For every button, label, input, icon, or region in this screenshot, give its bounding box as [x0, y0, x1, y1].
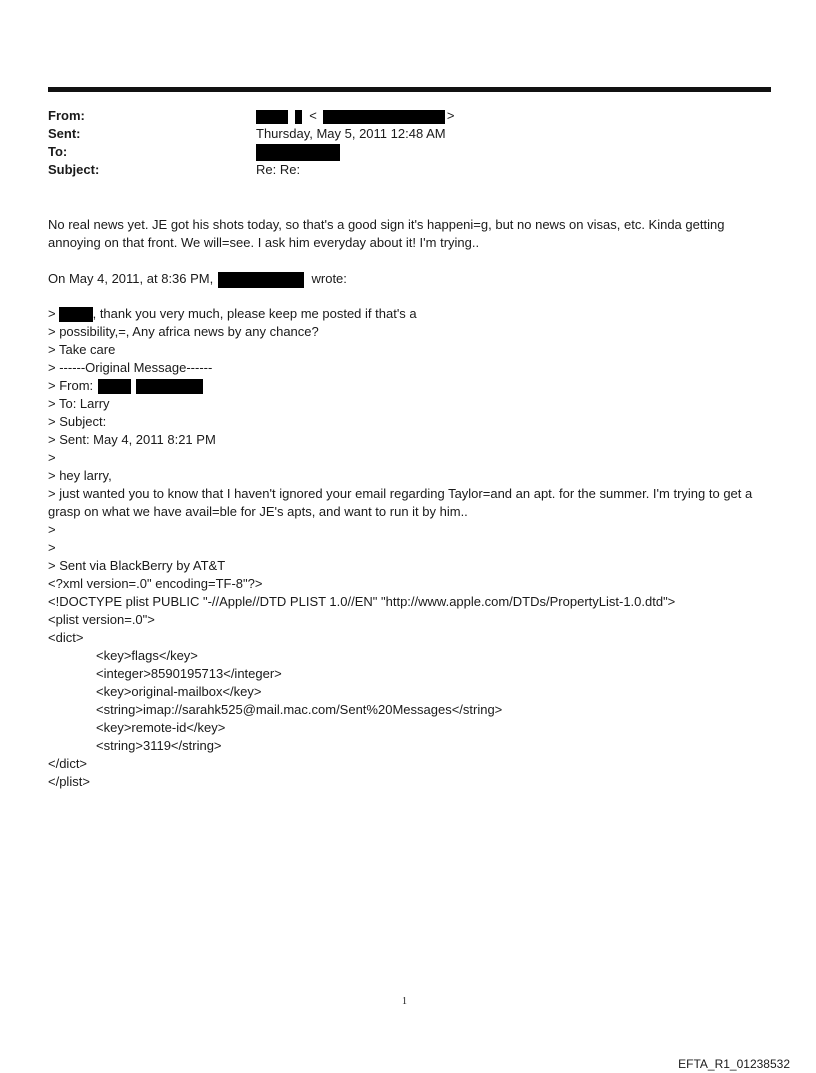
plist-line: <integer>8590195713</integer> — [96, 666, 282, 681]
document-id: EFTA_R1_01238532 — [678, 1057, 790, 1071]
message-paragraph: No real news yet. JE got his shots today, so that's a good sign it's happeni=g, but no news on visas, etc. Kinda getting annoying on that front. We will=see. I ask him everyday about it! I'm trying.. — [48, 217, 725, 250]
quote-line — [48, 305, 417, 323]
quote-line: > — [48, 540, 56, 555]
quote-line: > possibility,=, Any africa news by any chance? — [48, 324, 319, 339]
from-close-bracket: > — [446, 108, 455, 123]
to-label: To: — [48, 144, 68, 159]
quote-line: > Sent via BlackBerry by AT&T — [48, 558, 226, 573]
quote-line: > hey larry, — [48, 468, 112, 483]
quote-line: > To: Larry — [48, 396, 110, 411]
redaction-block — [59, 307, 93, 322]
plist-line: <!DOCTYPE plist PUBLIC "-//Apple//DTD PLIST 1.0//EN" "http://www.apple.com/DTDs/PropertyList-1.0.dtd"> — [48, 594, 676, 609]
header-rule — [48, 87, 771, 92]
plist-line: <dict> — [48, 630, 84, 645]
redaction-block — [256, 110, 288, 124]
reply-attribution — [48, 270, 347, 288]
plist-line: <?xml version=.0" encoding=TF-8"?> — [48, 576, 263, 591]
page-number: 1 — [402, 996, 407, 1007]
redaction-block — [295, 110, 302, 124]
plist-line: <key>remote-id</key> — [96, 720, 226, 735]
attribution-suffix: wrote: — [311, 271, 347, 286]
quote-line: > ------Original Message------ — [48, 360, 213, 375]
plist-line: <key>flags</key> — [96, 648, 198, 663]
quote-line: > — [48, 450, 56, 465]
from-value — [256, 107, 454, 125]
from-label: From: — [48, 108, 85, 123]
from-open-bracket: < — [309, 108, 317, 123]
redaction-block — [218, 272, 304, 288]
quote-line: > just wanted you to know that I haven't ignored your email regarding Taylor=and an apt. for the summer. I'm trying to get a grasp on what we have avail=ble for JE's apts, and want to run it by him.. — [48, 486, 753, 519]
subject-value: Re: Re: — [256, 162, 301, 177]
plist-line: </plist> — [48, 774, 90, 789]
quote-text: , thank you very much, please keep me posted if that's a — [92, 306, 417, 321]
quote-line: > Take care — [48, 342, 116, 357]
quote-line: > Subject: — [48, 414, 107, 429]
redaction-block — [136, 379, 203, 394]
to-value — [256, 143, 340, 161]
quote-text: > From: — [48, 378, 94, 393]
quote-line: > — [48, 522, 56, 537]
plist-line: </dict> — [48, 756, 88, 771]
sent-label: Sent: — [48, 126, 81, 141]
plist-line: <string>imap://sarahk525@mail.mac.com/Sent%20Messages</string> — [96, 702, 503, 717]
plist-line: <plist version=.0"> — [48, 612, 155, 627]
sent-value: Thursday, May 5, 2011 12:48 AM — [256, 126, 446, 141]
redaction-block — [256, 144, 340, 161]
plist-line: <string>3119</string> — [96, 738, 222, 753]
plist-line: <key>original-mailbox</key> — [96, 684, 262, 699]
quote-line: > Sent: May 4, 2011 8:21 PM — [48, 432, 216, 447]
quote-line — [48, 377, 203, 395]
attribution-prefix: On May 4, 2011, at 8:36 PM, — [48, 271, 214, 286]
subject-label: Subject: — [48, 162, 100, 177]
redaction-block — [323, 110, 445, 124]
quote-marker: > — [48, 306, 56, 321]
redaction-block — [98, 379, 131, 394]
